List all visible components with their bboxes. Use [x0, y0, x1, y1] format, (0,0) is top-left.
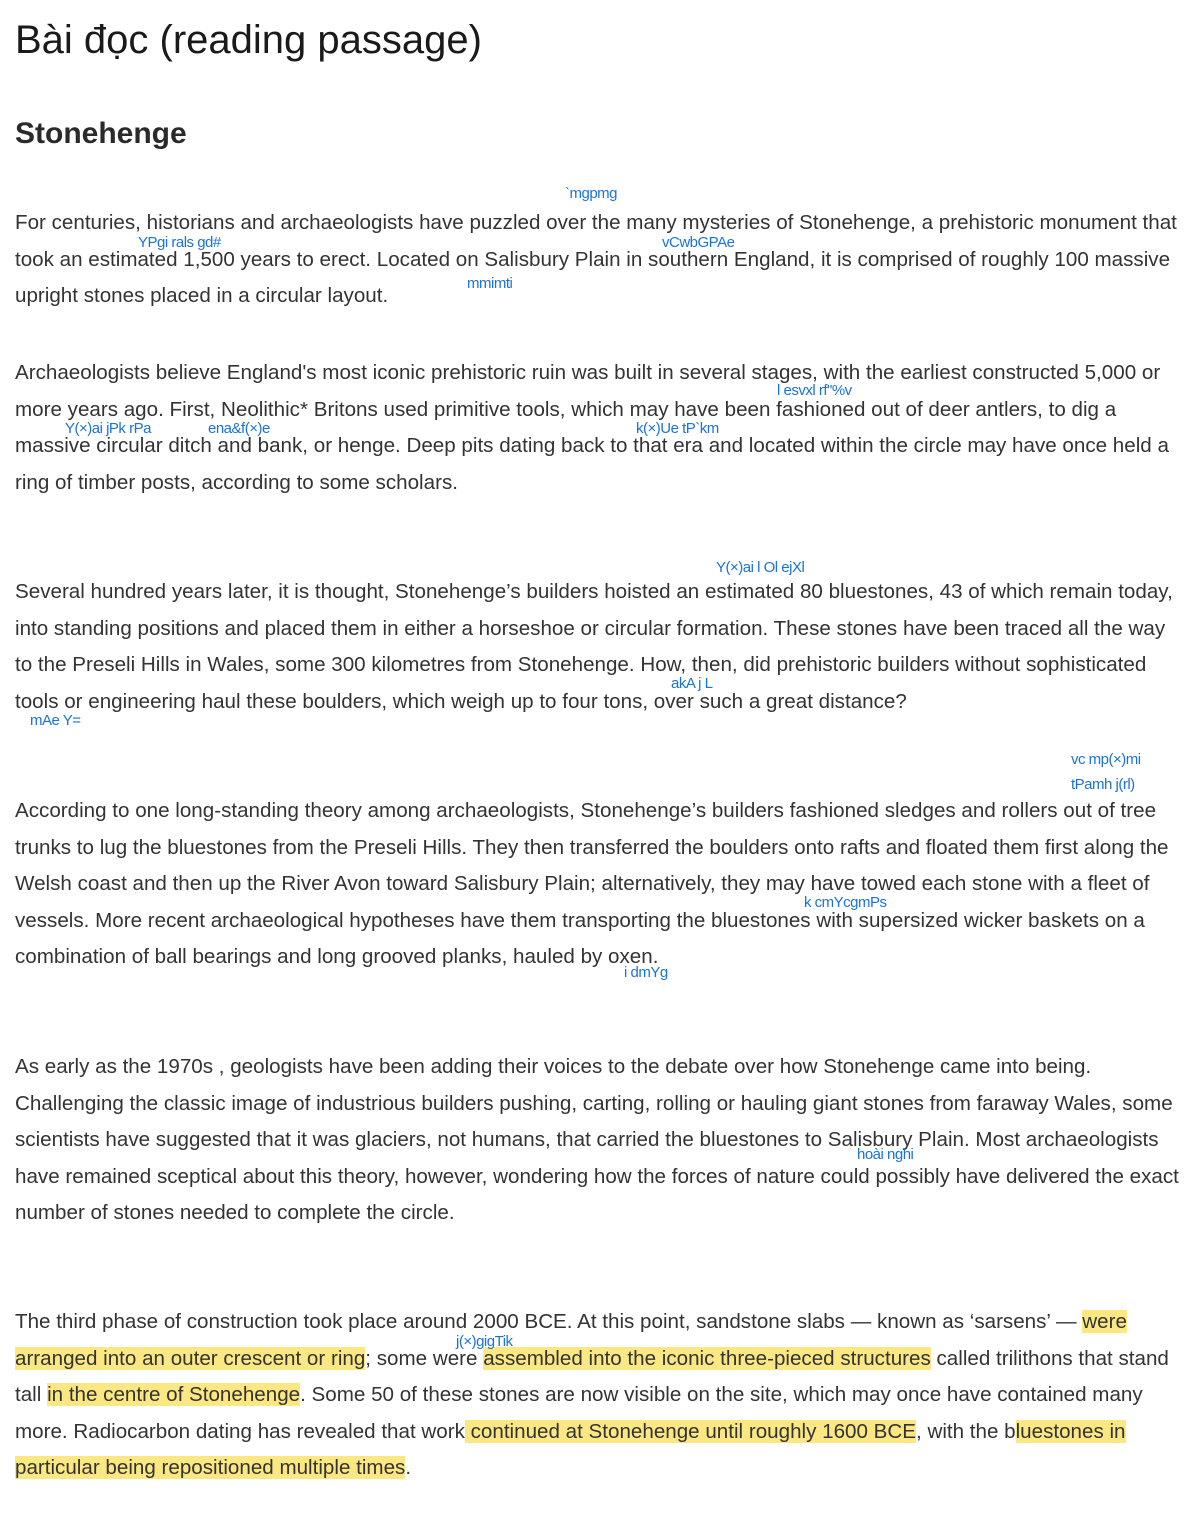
text-segment: called trilithons that stand tall — [15, 1346, 1169, 1406]
annotation: ena&f(×)e — [208, 420, 270, 437]
text-segment: ; some were — [365, 1346, 484, 1370]
paragraph-4: According to one long-standing theory among archaeologists, Stonehenge’s builders fashioned sledges and rollers out of tree trunks to lug the bluestones from the Preseli Hills. They then transferred the boulders onto rafts and floated them first along the Welsh coast and then up the River Avon toward Salisbury Plain; alternatively, they may have towed each stone with a fleet of vessels. More recent archaeological hypotheses have them transporting the bluestones with supersized wicker baskets on a combination of ball bearings and long grooved planks, hauled by oxen. — [15, 799, 1169, 968]
paragraph-2: Archaeologists believe England's most iconic prehistoric ruin was built in several stages, with the earliest constructed 5,000 or more years ago. First, Neolithic* Britons used primitive tools, which may have been fashioned out of deer antlers, to dig a massive circular ditch and bank, or henge. Deep pits dating back to that era and located within the circle may have once held a ring of timber posts, according to some scholars. — [15, 361, 1169, 494]
text-segment: . Some 50 of these stones are now visible on the site, which may once have contained many more. Radiocarbon dating has revealed that work — [15, 1383, 1143, 1443]
paragraph-5: As early as the 1970s , geologists have been adding their voices to the debate over how Stonehenge came into being. Challenging the classic image of industrious builders pushing, carting, rolling or hauling giant stones from faraway Wales, some scientists have suggested that it was glaciers, not humans, that carried the bluestones to Salisbury Plain. Most archaeologists have remained sceptical about this theory, however, wondering how the forces of nature could possibly have delivered the exact number of stones needed to complete the circle. — [15, 1055, 1179, 1224]
annotation: YPgi rals gd# — [138, 234, 221, 251]
passage-heading: Stonehenge — [15, 117, 187, 150]
annotation: l esvxl rf"%v — [777, 382, 852, 399]
text-segment: The third phase of construction took place around 2000 BCE. At this point, sandstone slabs — known as ‘sarsens’ — — [15, 1310, 1083, 1333]
page-title: Bài đọc (reading passage) — [15, 18, 482, 62]
highlight: continued at Stonehenge until roughly 1600 BCE — [464, 1419, 916, 1443]
text-segment: , with the b — [916, 1419, 1016, 1443]
annotation: hoài nghi — [857, 1146, 914, 1163]
annotation: mmimti — [467, 275, 513, 292]
annotation: vc mp(×)mi — [1071, 751, 1141, 768]
annotation: `mgpmg — [565, 185, 618, 202]
paragraph-1: For centuries, historians and archaeologists have puzzled over the many mysteries of Stonehenge, a prehistoric monument that took an estimated 1,500 years to erect. Located on Salisbury Plain in southern England, it is comprised of roughly 100 massive upright stones placed in a circular layout. — [15, 211, 1177, 307]
highlight: in the centre of Stonehenge — [47, 1383, 301, 1406]
highlight: luestones in particular being repositioned multiple times — [15, 1419, 1126, 1479]
annotation: Y(×)ai l Ol ejXl — [716, 559, 805, 576]
paragraph-3: Several hundred years later, it is thought, Stonehenge’s builders hoisted an estimated 80 bluestones, 43 of which remain today, into standing positions and placed them in either a horseshoe or circular formation. These stones have been traced all the way to the Preseli Hills in Wales, some 300 kilometres from Stonehenge. How, then, did prehistoric builders without sophisticated tools or engineering haul these boulders, which weigh up to four tons, over such a great distance? — [15, 580, 1173, 713]
annotation: j(×)gigTik — [456, 1333, 513, 1350]
highlight: were arranged into an outer crescent or ring — [15, 1310, 1127, 1370]
annotation: akA j L — [671, 675, 713, 692]
text-segment: . — [405, 1456, 412, 1479]
paragraph-6 — [15, 1304, 1185, 1487]
highlight: assembled into the iconic three-pieced structures — [483, 1346, 931, 1370]
annotation: vCwbGPAe — [662, 234, 735, 251]
annotation: i dmYg — [624, 964, 668, 981]
annotation: k cmYcgmPs — [804, 894, 887, 911]
annotation: mAe Y= — [30, 712, 81, 729]
annotation: k(×)Ue tP`km — [636, 420, 719, 437]
annotation: Y(×)ai jPk rPa — [65, 420, 151, 437]
annotation: tPamh j(rl) — [1071, 776, 1135, 793]
